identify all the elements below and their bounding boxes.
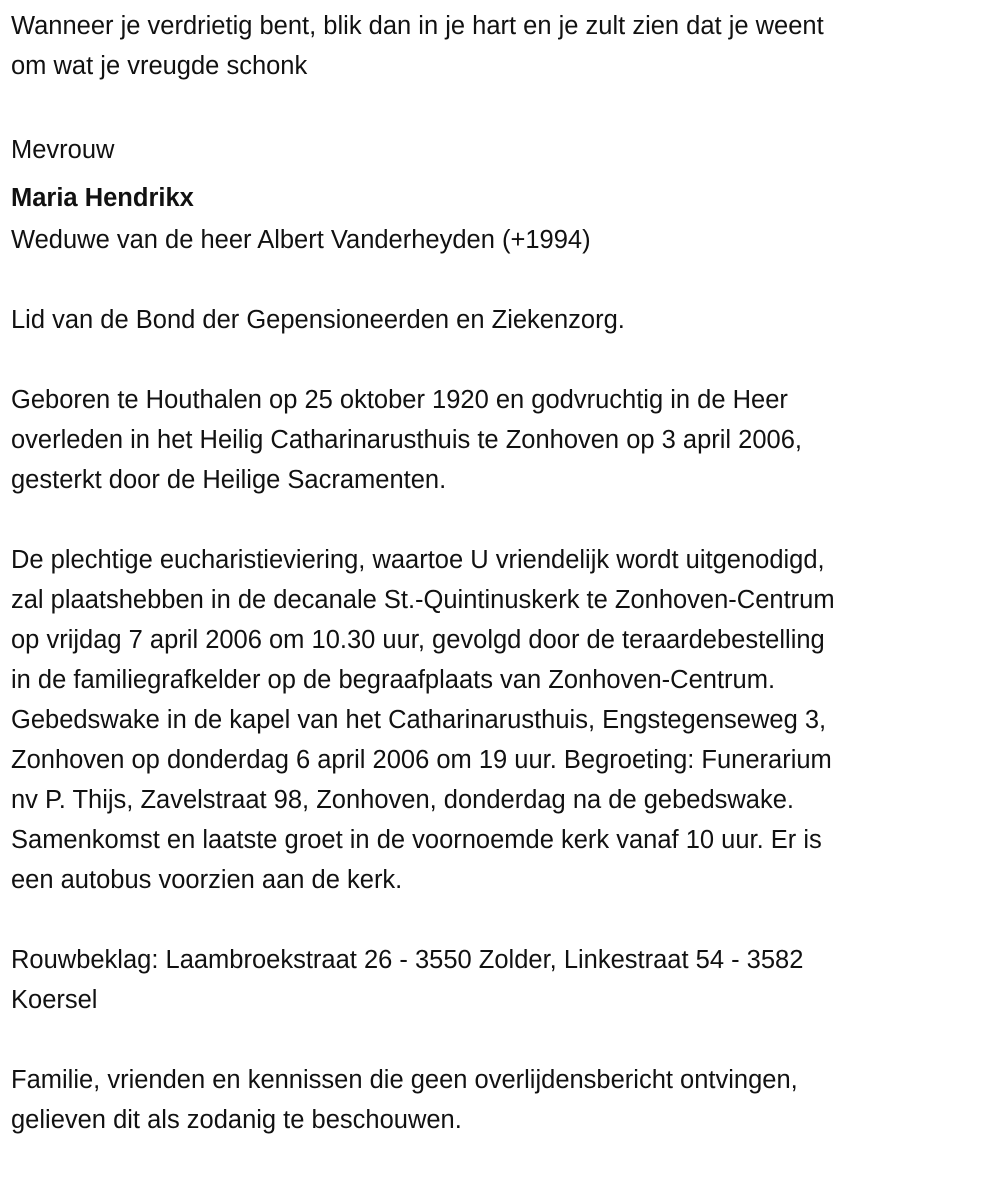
birth-death-line: Geboren te Houthalen op 25 oktober 1920 en godvruchtig in de Heer xyxy=(11,386,788,414)
condolences-address xyxy=(11,940,996,1020)
condolences-line: Rouwbeklag: Laambroekstraat 26 - 3550 Zolder, Linkestraat 54 - 3582 xyxy=(11,946,804,974)
membership xyxy=(11,300,996,340)
deceased-name: Maria Hendrikx xyxy=(11,184,194,212)
closing-line: Familie, vrienden en kennissen die geen overlijdensbericht ontvingen, xyxy=(11,1066,798,1094)
widow-line: Weduwe van de heer Albert Vanderheyden (+1994) xyxy=(11,226,591,254)
ceremony-line: Samenkomst en laatste groet in de voornoemde kerk vanaf 10 uur. Er is xyxy=(11,826,822,854)
birth-death-line: overleden in het Heilig Catharinarusthuis te Zonhoven op 3 april 2006, xyxy=(11,426,802,454)
ceremony-line: nv P. Thijs, Zavelstraat 98, Zonhoven, donderdag na de gebedswake. xyxy=(11,786,794,814)
ceremony-info xyxy=(11,540,996,900)
obituary-document xyxy=(11,6,996,1180)
membership-text: Lid van de Bond der Gepensioneerden en Ziekenzorg. xyxy=(11,306,625,334)
ceremony-line: Zonhoven op donderdag 6 april 2006 om 19 uur. Begroeting: Funerarium xyxy=(11,746,832,774)
ceremony-line: zal plaatshebben in de decanale St.-Quintinuskerk te Zonhoven-Centrum xyxy=(11,586,835,614)
birth-death-line: gesterkt door de Heilige Sacramenten. xyxy=(11,466,447,494)
ceremony-line: op vrijdag 7 april 2006 om 10.30 uur, gevolgd door de teraardebestelling xyxy=(11,626,825,654)
motto xyxy=(11,6,996,86)
closing-note xyxy=(11,1060,996,1140)
ceremony-line: een autobus voorzien aan de kerk. xyxy=(11,866,403,894)
condolences-line: Koersel xyxy=(11,986,98,1014)
ceremony-line: Gebedswake in de kapel van het Catharinarusthuis, Engstegenseweg 3, xyxy=(11,706,827,734)
motto-line: om wat je vreugde schonk xyxy=(11,52,308,80)
deceased-header xyxy=(11,126,996,260)
salutation: Mevrouw xyxy=(11,136,115,164)
ceremony-line: De plechtige eucharistieviering, waartoe U vriendelijk wordt uitgenodigd, xyxy=(11,546,825,574)
motto-line: Wanneer je verdrietig bent, blik dan in je hart en je zult zien dat je weent xyxy=(11,12,824,40)
closing-line: gelieven dit als zodanig te beschouwen. xyxy=(11,1106,462,1134)
ceremony-line: in de familiegrafkelder op de begraafplaats van Zonhoven-Centrum. xyxy=(11,666,776,694)
birth-death-info xyxy=(11,380,996,500)
